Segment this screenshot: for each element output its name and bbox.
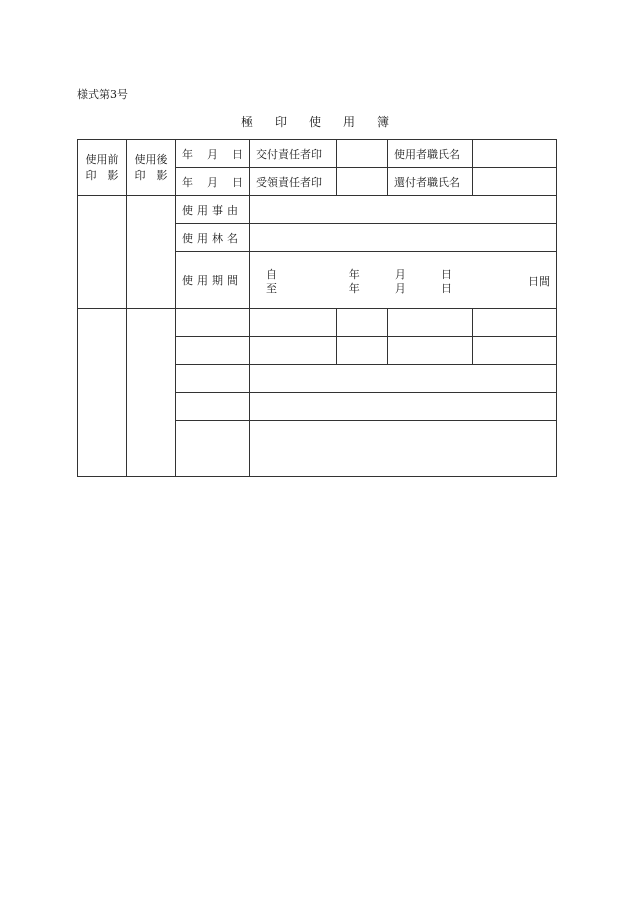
reason-label: 使用事由 <box>176 196 250 224</box>
year-label: 年 <box>182 147 193 161</box>
issue-officer-seal-label: 交付責任者印 <box>250 140 337 168</box>
return-title-name-label: 還付者職氏名 <box>388 168 473 196</box>
before-imprint-box-2[interactable] <box>78 309 127 477</box>
blank-cell[interactable] <box>473 309 557 337</box>
before-imprint-line2: 印 影 <box>85 168 119 182</box>
year-label: 年 <box>182 175 193 189</box>
blank-cell[interactable] <box>176 337 250 365</box>
blank-cell[interactable] <box>388 309 473 337</box>
after-imprint-box-2[interactable] <box>127 309 176 477</box>
issue-date-cell[interactable] <box>176 140 250 168</box>
title-char: 用 <box>343 115 356 129</box>
before-imprint-header <box>78 140 127 196</box>
after-imprint-line1: 使用後 <box>134 152 168 166</box>
period-field[interactable] <box>250 252 557 309</box>
to-year-label: 年 <box>348 282 360 295</box>
day-label: 日 <box>232 147 243 161</box>
issue-officer-seal-field[interactable] <box>337 140 388 168</box>
before-imprint-box[interactable] <box>78 196 127 309</box>
user-title-name-label: 使用者職氏名 <box>388 140 473 168</box>
title-char: 使 <box>308 115 321 129</box>
after-imprint-line2: 印 影 <box>134 168 168 182</box>
forest-name-field[interactable] <box>250 224 557 252</box>
form-title <box>0 113 630 130</box>
blank-wide-cell[interactable] <box>250 421 557 477</box>
after-imprint-header <box>127 140 176 196</box>
period-label: 使用期間 <box>176 252 250 309</box>
receive-date-cell[interactable] <box>176 168 250 196</box>
blank-cell[interactable] <box>250 337 337 365</box>
days-suffix: 日間 <box>528 275 550 288</box>
receive-officer-seal-field[interactable] <box>337 168 388 196</box>
month-label: 月 <box>207 147 218 161</box>
blank-cell[interactable] <box>388 337 473 365</box>
user-title-name-field[interactable] <box>473 140 557 168</box>
day-label: 日 <box>232 175 243 189</box>
to-month-label: 月 <box>394 282 406 295</box>
after-imprint-box[interactable] <box>127 196 176 309</box>
from-month-label: 月 <box>394 268 406 281</box>
ledger-table <box>77 139 557 477</box>
forest-name-label: 使用林名 <box>176 224 250 252</box>
blank-cell[interactable] <box>176 421 250 477</box>
to-day-label: 日 <box>441 282 452 295</box>
title-char: 極 <box>240 115 253 129</box>
blank-cell[interactable] <box>337 337 388 365</box>
title-char: 印 <box>274 115 287 129</box>
month-label: 月 <box>207 175 218 189</box>
from-label: 自 <box>266 268 277 281</box>
blank-cell[interactable] <box>473 337 557 365</box>
blank-cell[interactable] <box>250 309 337 337</box>
blank-cell[interactable] <box>176 309 250 337</box>
blank-cell[interactable] <box>337 309 388 337</box>
form-number: 様式第3号 <box>77 88 128 101</box>
from-year-label: 年 <box>348 268 360 281</box>
receive-officer-seal-label: 受領責任者印 <box>250 168 337 196</box>
blank-cell[interactable] <box>176 365 250 393</box>
to-label: 至 <box>266 282 277 295</box>
period-to-line <box>266 280 452 296</box>
from-day-label: 日 <box>441 268 452 281</box>
title-char: 簿 <box>377 115 390 129</box>
blank-wide-cell[interactable] <box>250 365 557 393</box>
blank-cell[interactable] <box>176 393 250 421</box>
reason-field[interactable] <box>250 196 557 224</box>
return-title-name-field[interactable] <box>473 168 557 196</box>
before-imprint-line1: 使用前 <box>85 152 119 166</box>
blank-wide-cell[interactable] <box>250 393 557 421</box>
